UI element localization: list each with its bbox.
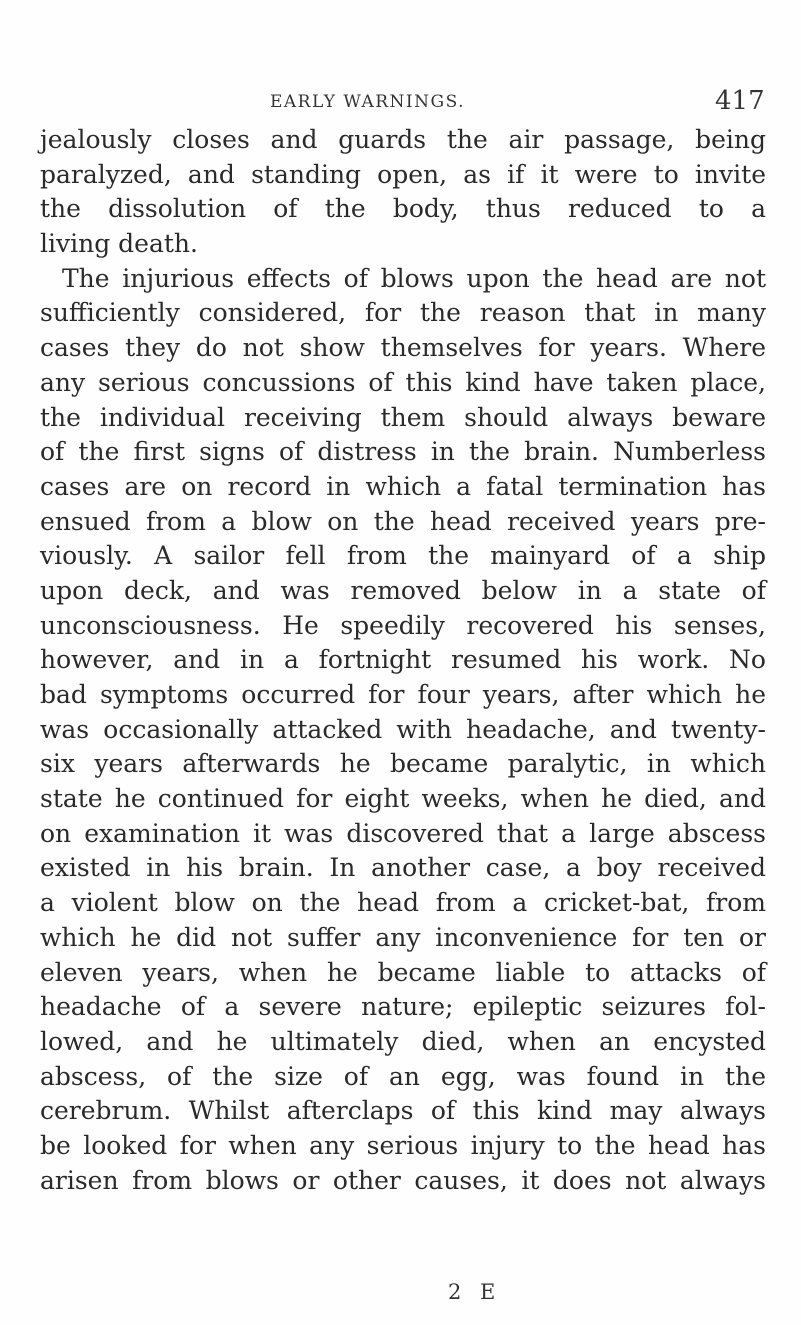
text-line: cases they do not show themselves for years. Where [40,333,766,363]
text-line: the dissolution of the body, thus reduced to a [40,194,766,224]
text-line: which he did not suffer any inconvenience for ten or [40,922,766,952]
text-line: arisen from blows or other causes, it does not always [40,1165,766,1195]
text-line: existed in his brain. In another case, a boy received [40,853,766,883]
text-line: upon deck, and was removed below in a state of [40,575,766,605]
text-line: viously. A sailor fell from the mainyard of a ship [40,541,766,571]
page-number: 417 [715,86,765,116]
text-line: sufficiently considered, for the reason that in many [40,298,766,328]
text-line: on examination it was discovered that a large abscess [40,818,766,848]
text-line: abscess, of the size of an egg, was found in the [40,1061,766,1091]
text-line: cases are on record in which a fatal termination has [40,471,766,501]
text-line: headache of a severe nature; epileptic seizures fol- [40,992,766,1022]
text-line: cerebrum. Whilst afterclaps of this kind may always [40,1096,766,1126]
running-head [0,86,801,116]
text-line: ensued from a blow on the head received years pre- [40,506,766,536]
text-line: the individual receiving them should always beware [40,402,766,432]
text-line: bad symptoms occurred for four years, after which he [40,680,766,709]
text-line: be looked for when any serious injury to the head has [40,1130,766,1160]
text-line: any serious concussions of this kind have taken place, [40,367,766,397]
text-line: unconsciousness. He speedily recovered his senses, [40,610,766,640]
text-line: lowed, and he ultimately died, when an encysted [40,1026,766,1056]
text-line: living death. [40,229,198,259]
signature-mark: 2 E [448,1280,502,1304]
text-line: however, and in a fortnight resumed his work. No [40,645,766,675]
text-line: The injurious effects of blows upon the head are not [62,263,766,293]
text-line: a violent blow on the head from a cricket-bat, from [40,888,766,918]
text-line: six years afterwards he became paralytic, in which [40,749,766,779]
text-line: state he continued for eight weeks, when he died, and [40,784,766,814]
text-line: of the first signs of distress in the brain. Numberless [40,437,766,467]
text-line: was occasionally attacked with headache, and twenty- [40,714,766,744]
running-title: EARLY WARNINGS. [270,92,466,112]
text-line: paralyzed, and standing open, as if it were to invite [40,159,766,189]
text-line: jealously closes and guards the air passage, being [40,125,766,154]
body-text [40,123,766,1198]
text-line: eleven years, when he became liable to attacks of [40,957,766,987]
